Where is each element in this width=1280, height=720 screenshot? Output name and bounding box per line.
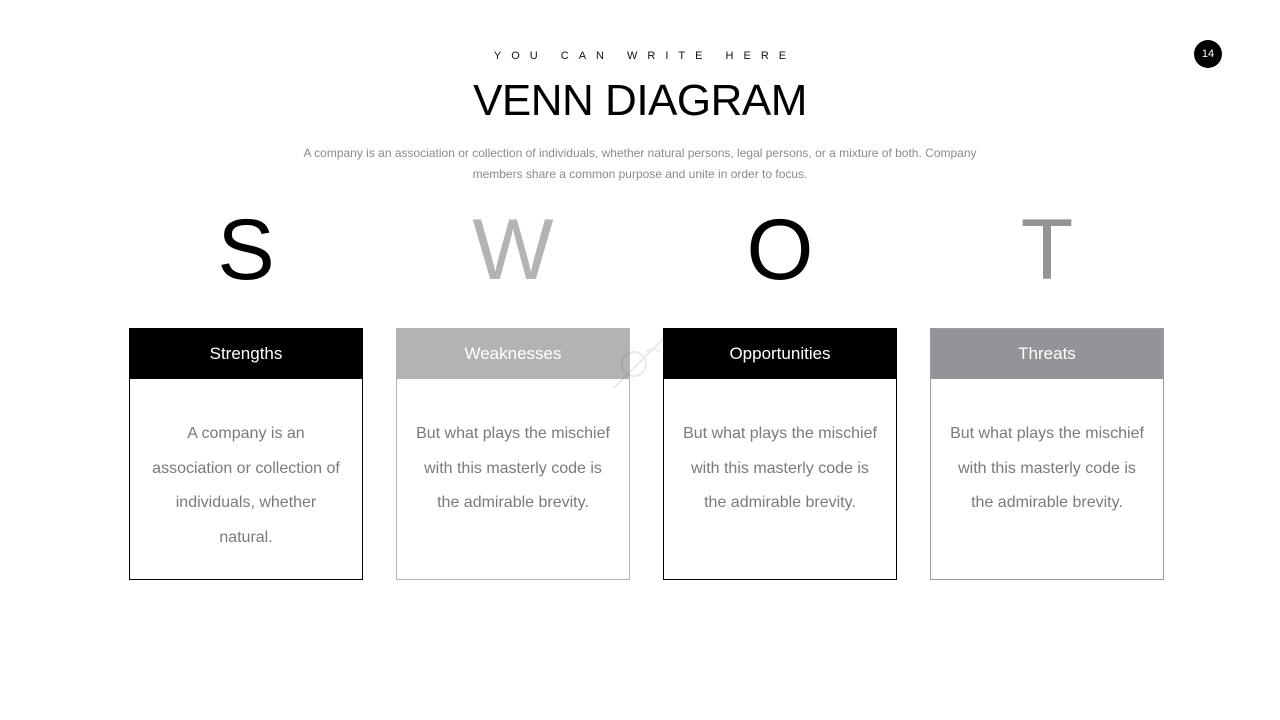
swot-card-strengths xyxy=(129,328,363,580)
swot-letter-w: W xyxy=(472,202,554,298)
card-heading: Weaknesses xyxy=(397,329,629,379)
swot-letter-t: T xyxy=(1020,202,1074,298)
card-text: But what plays the mischief with this masterly code is the admirable brevity. xyxy=(416,425,610,511)
swot-card-opportunities xyxy=(663,328,897,580)
description-line-2: members share a common purpose and unite in order to focus. xyxy=(472,167,808,181)
swot-letter-o: O xyxy=(746,202,814,298)
swot-card-weaknesses xyxy=(396,328,630,580)
swot-card-threats xyxy=(930,328,1164,580)
card-heading: Threats xyxy=(931,329,1163,379)
watermark-icon xyxy=(606,330,676,400)
card-heading: Strengths xyxy=(130,329,362,379)
slide-description xyxy=(280,143,1000,185)
page-number-badge: 14 xyxy=(1194,40,1222,68)
card-text: A company is an association or collection of individuals, whether natural. xyxy=(152,425,340,546)
description-line-1: A company is an association or collection of individuals, whether natural persons, legal persons, or a mixture of both. Company xyxy=(303,146,977,160)
slide-kicker: YOU CAN WRITE HERE xyxy=(493,50,797,62)
swot-letter-s: S xyxy=(217,202,275,298)
card-text: But what plays the mischief with this masterly code is the admirable brevity. xyxy=(950,425,1144,511)
slide-title: VENN DIAGRAM xyxy=(473,76,807,125)
card-text: But what plays the mischief with this masterly code is the admirable brevity. xyxy=(683,425,877,511)
card-heading: Opportunities xyxy=(664,329,896,379)
